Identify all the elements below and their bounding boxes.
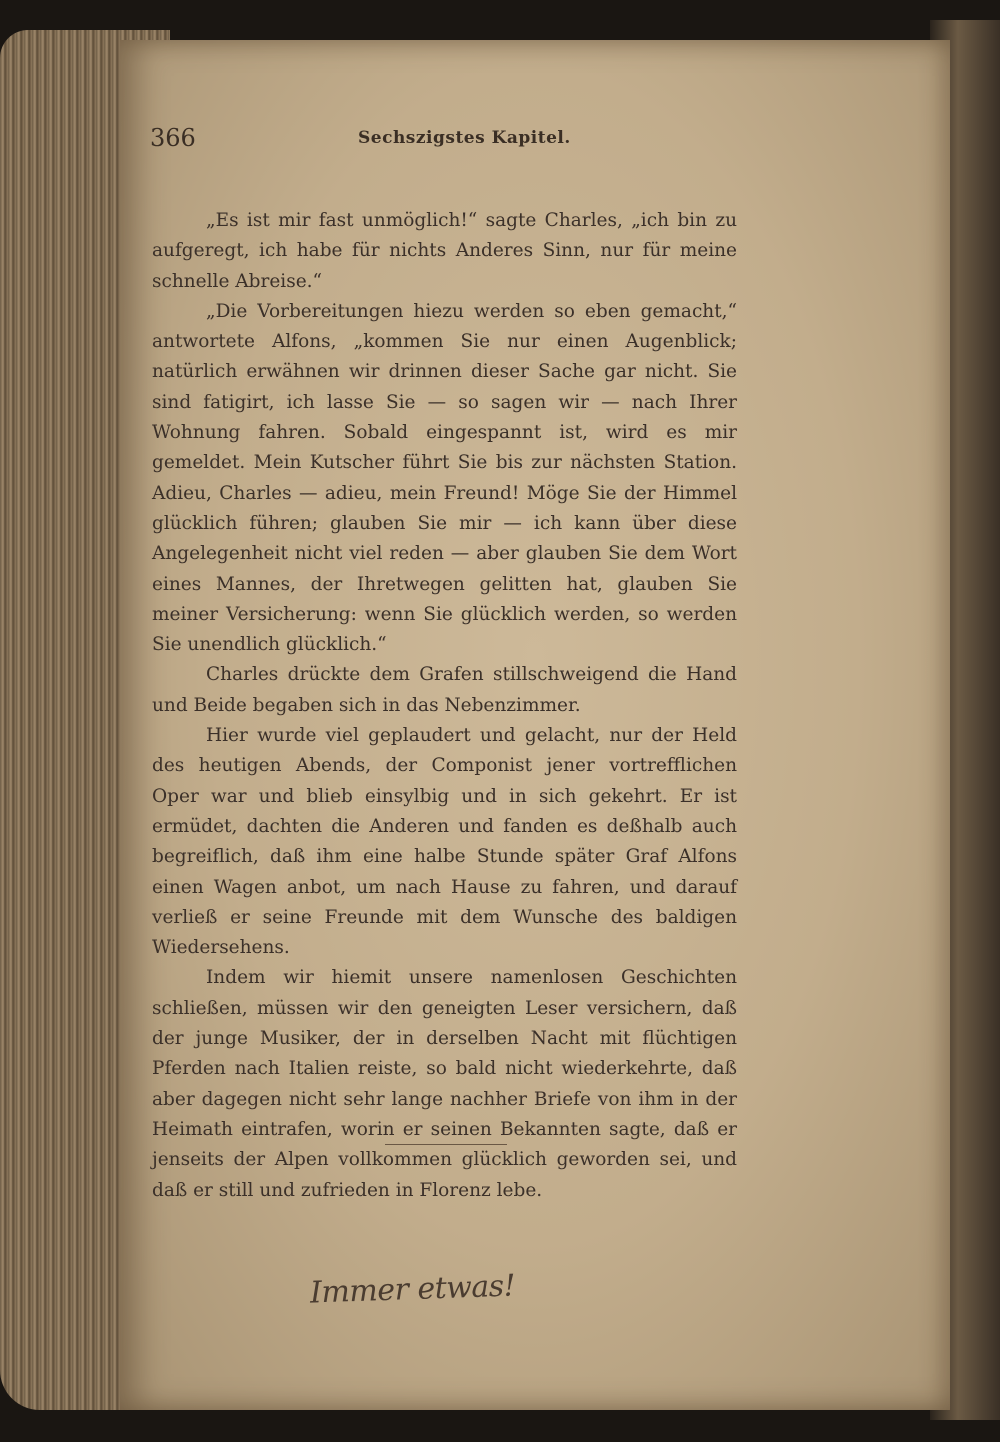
page-number: 366 [150,124,196,152]
running-head: Sechszigstes Kapitel. [358,128,571,148]
paragraph: Indem wir hiemit unsere namenlosen Geschichten schließen, müssen wir den geneigten Leser versichern, daß der junge Musiker, der in derselben Nacht mit flüchtigen Pferden nach Italien reiste, so bald nicht wiederkehrte, daß aber dagegen nicht sehr lange nachher Briefe von ihm in der Heimath eintrafen, worin er seinen Bekannten sagte, daß er jenseits der Alpen vollkommen glücklich geworden sei, und daß er still und zufrieden in Florenz lebe. [152,967,737,1201]
handwritten-note: Immer etwas! [309,1268,516,1311]
paragraph: Hier wurde viel geplaudert und gelacht, nur der Held des heutigen Abends, der Componist jener vortrefflichen Oper war und blieb einsylbig und in sich gekehrt. Er ist ermüdet, dachten die Anderen und fanden es deßhalb auch begreiflich, daß ihm eine halbe Stunde später Graf Alfons einen Wagen anbot, um nach Hause zu fahren, und darauf verließ er seine Freunde mit dem Wunsche des baldigen Wiedersehens. [152,725,737,959]
end-rule [385,1144,507,1145]
body-text [152,206,737,1206]
paragraph: „Die Vorbereitungen hiezu werden so eben gemacht,“ antwortete Alfons, „kommen Sie nur einen Augenblick; natürlich erwähnen wir drinnen dieser Sache gar nicht. Sie sind fatigirt, ich lasse Sie — so sagen wir — nach Ihrer Wohnung fahren. Sobald eingespannt ist, wird es mir gemeldet. Mein Kutscher führt Sie bis zur nächsten Station. Adieu, Charles — adieu, mein Freund! Möge Sie der Himmel glücklich führen; glauben Sie mir — ich kann über diese Angelegenheit nicht viel reden — aber glauben Sie dem Wort eines Mannes, der Ihretwegen gelitten hat, glauben Sie meiner Versicherung: wenn Sie glücklich werden, so werden Sie unendlich glücklich.“ [152,300,737,656]
paragraph: Charles drückte dem Grafen stillschweigend die Hand und Beide begaben sich in das Nebenzimmer. [152,664,737,716]
page-header [150,120,690,160]
paragraph: „Es ist mir fast unmöglich!“ sagte Charles, „ich bin zu aufgeregt, ich habe für nichts Anderes Sinn, nur für meine schnelle Abreise.“ [152,210,737,292]
